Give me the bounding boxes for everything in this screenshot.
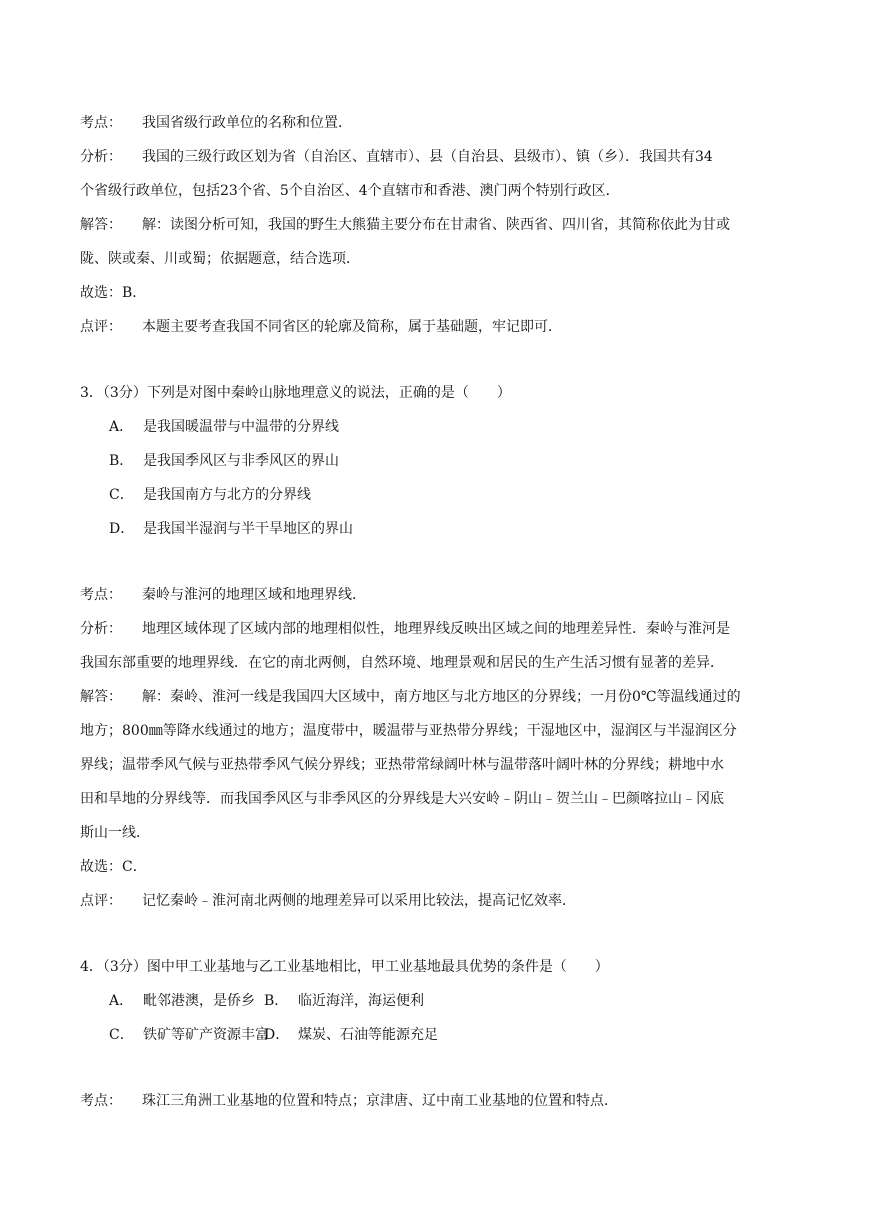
kaodian-label: 考点： — [80, 115, 122, 131]
option-text: 毗邻港澳，是侨乡 — [143, 993, 255, 1009]
dianping-text: 记忆秦岭﹣淮河南北两侧的地理差异可以采用比较法，提高记忆效率． — [142, 893, 576, 909]
fenxi-label: 分析： — [80, 621, 122, 637]
jieda-label: 解答： — [80, 689, 122, 705]
option-text: 是我国暖温带与中温带的分界线 — [143, 419, 339, 435]
jieda-text-line: 界线；温带季风气候与亚热带季风气候分界线；亚热带常绿阔叶林与温带落叶阔叶林的分界线；耕地中水 — [80, 757, 724, 773]
option-a — [109, 984, 264, 1018]
option-letter: C． — [109, 1027, 134, 1043]
option-text: 是我国季风区与非季风区的界山 — [143, 453, 339, 469]
dianping-row — [80, 310, 792, 344]
option-letter: B． — [109, 453, 134, 469]
option-text: 是我国半湿润与半干旱地区的界山 — [143, 521, 353, 537]
fenxi-row — [80, 140, 792, 174]
kaodian-row — [80, 106, 792, 140]
option-letter: D． — [109, 521, 135, 537]
fenxi-row — [80, 612, 792, 646]
jieda-text-line: 解：读图分析可知，我国的野生大熊猫主要分布在甘肃省、陕西省、四川省，其简称依此为甘或 — [142, 217, 730, 233]
option-letter: A． — [109, 993, 134, 1009]
option-d — [264, 1018, 438, 1052]
document-page — [80, 106, 792, 1118]
option-b — [80, 444, 792, 478]
kaodian-text: 珠江三角洲工业基地的位置和特点；京津唐、辽中南工业基地的位置和特点． — [142, 1093, 618, 1109]
jieda-label: 解答： — [80, 217, 122, 233]
answer-choice: 故选：B． — [80, 285, 147, 301]
kaodian-label: 考点： — [80, 1093, 122, 1109]
option-letter: D． — [264, 1027, 290, 1043]
option-b — [264, 984, 424, 1018]
jieda-text-line: 田和旱地的分界线等．而我国季风区与非季风区的分界线是大兴安岭﹣阴山﹣贺兰山﹣巴颜喀拉山﹣冈底 — [80, 791, 724, 807]
option-a — [80, 410, 792, 444]
jieda-text-line: 地方；800㎜等降水线通过的地方；温度带中，暖温带与亚热带分界线；干湿地区中，湿润区与半湿润区分 — [80, 723, 737, 739]
kaodian-label: 考点： — [80, 587, 122, 603]
fenxi-text-line: 我国东部重要的地理界线．在它的南北两侧，自然环境、地理景观和居民的生产生活习惯有显著的差异． — [80, 655, 724, 671]
kaodian-row — [80, 1084, 792, 1118]
jieda-row — [80, 208, 792, 242]
dianping-label: 点评： — [80, 893, 122, 909]
spacer — [80, 918, 792, 950]
option-letter: B． — [264, 993, 289, 1009]
jieda-text-line: 解：秦岭、淮河一线是我国四大区域中，南方地区与北方地区的分界线；一月份0℃等温线通过的 — [142, 689, 741, 705]
option-text: 煤炭、石油等能源充足 — [298, 1027, 438, 1043]
option-row-ab — [80, 984, 792, 1018]
fenxi-text-line: 地理区域体现了区域内部的地理相似性，地理界线反映出区域之间的地理差异性．秦岭与淮河是 — [142, 621, 730, 637]
option-text: 铁矿等矿产资源丰富 — [143, 1027, 269, 1043]
option-text: 是我国南方与北方的分界线 — [143, 487, 311, 503]
question-stem: 3．（3分）下列是对图中秦岭山脉地理意义的说法，正确的是（ ） — [80, 385, 511, 401]
fenxi-text-line: 个省级行政单位，包括23个省、5个自治区、4个直辖市和香港、澳门两个特别行政区． — [80, 183, 620, 199]
jieda-text-line: 斯山一线． — [80, 825, 150, 841]
dianping-label: 点评： — [80, 319, 122, 335]
kaodian-row — [80, 578, 792, 612]
option-c — [80, 478, 792, 512]
fenxi-label: 分析： — [80, 149, 122, 165]
spacer — [80, 344, 792, 376]
jieda-row — [80, 680, 792, 714]
kaodian-text: 秦岭与淮河的地理区域和地理界线． — [142, 587, 366, 603]
option-c — [109, 1018, 269, 1052]
kaodian-text: 我国省级行政单位的名称和位置． — [142, 115, 352, 131]
fenxi-text-line: 我国的三级行政区划为省（自治区、直辖市）、县（自治县、县级市）、镇（乡）．我国共有34 — [142, 149, 713, 165]
option-d — [80, 512, 792, 546]
dianping-row — [80, 884, 792, 918]
dianping-text: 本题主要考查我国不同省区的轮廓及简称，属于基础题，牢记即可． — [142, 319, 562, 335]
option-text: 临近海洋，海运便利 — [298, 993, 424, 1009]
jieda-text-line: 陇、陕或秦、川或蜀；依据题意，结合选项． — [80, 251, 360, 267]
answer-choice: 故选：C． — [80, 859, 147, 875]
spacer — [80, 1052, 792, 1084]
option-letter: C． — [109, 487, 134, 503]
option-row-cd — [80, 1018, 792, 1052]
spacer — [80, 546, 792, 578]
question-stem: 4．（3分）图中甲工业基地与乙工业基地相比，甲工业基地最具优势的条件是（ ） — [80, 959, 609, 975]
option-letter: A． — [109, 419, 134, 435]
